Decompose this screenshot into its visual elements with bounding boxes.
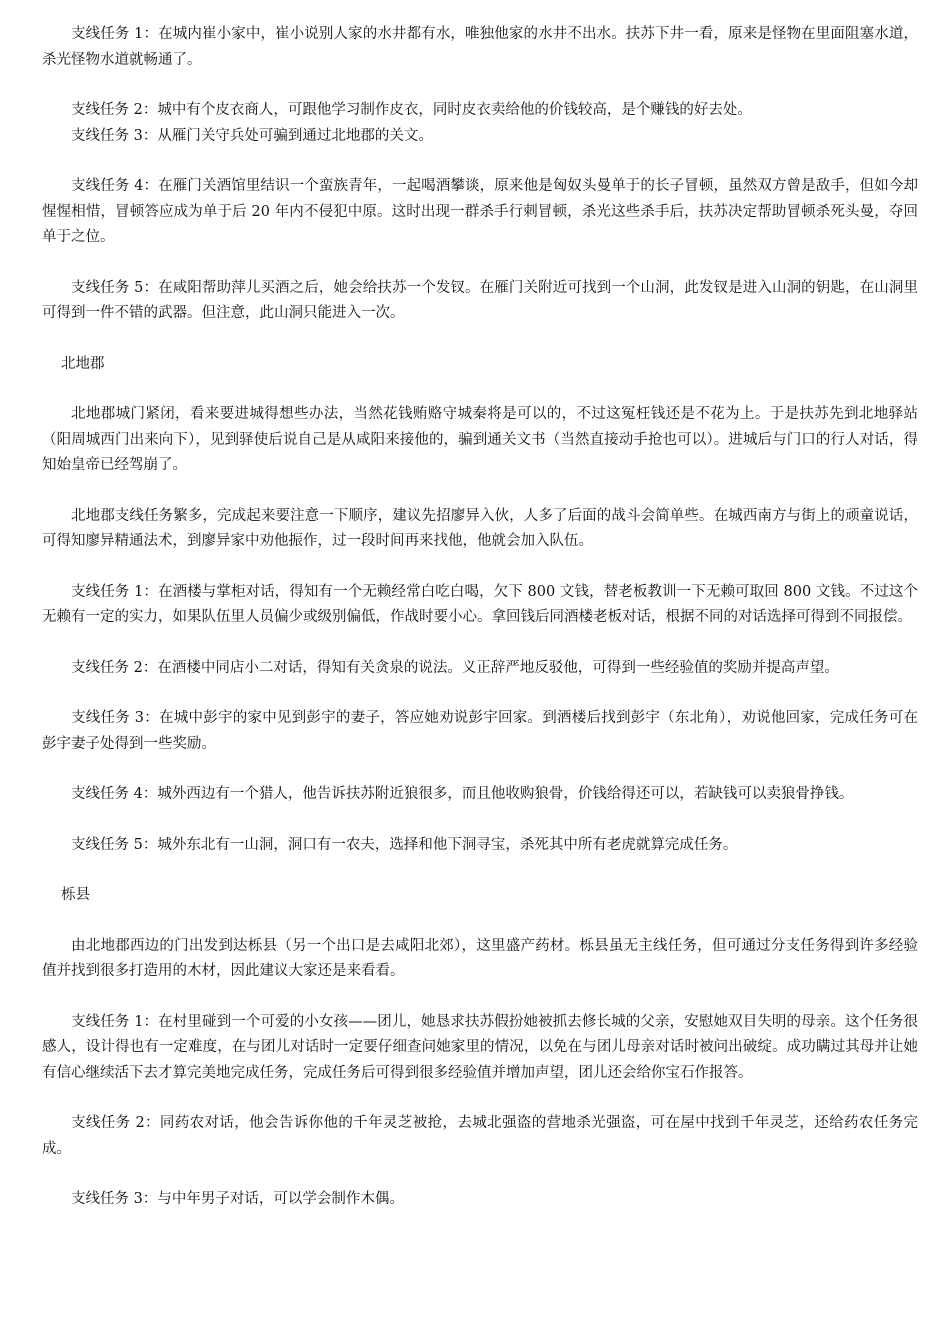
paragraph-gap — [42, 1086, 918, 1111]
quest-paragraph: 支线任务 3：与中年男子对话，可以学会制作木偶。 — [71, 1191, 404, 1207]
paragraph-gap — [42, 808, 918, 833]
paragraph-gap — [42, 73, 918, 98]
quest-paragraph: 支线任务 3：从雁门关守兵处可骗到通过北地郡的关文。 — [71, 127, 433, 144]
paragraph-gap — [42, 1162, 918, 1187]
intro-paragraph: 北地郡支线任务繁多，完成起来要注意一下顺序，建议先招廖异入伙，人多了后面的战斗会简单些。在城西南方与街上的顽童说话，可得知廖异精通法术，到廖异家中劝他振作，过一段时间再来找他，他就会加入队伍。 — [42, 507, 918, 549]
quest-paragraph: 支线任务 5：在咸阳帮助萍儿买酒之后，她会给扶苏一个发钗。在雁门关附近可找到一个山洞，此发钗是进入山洞的钥匙，在山洞里可得到一件不错的武器。但注意，此山洞只能进入一次。 — [42, 279, 918, 321]
quest-paragraph: 支线任务 1：在城内崔小家中，崔小说别人家的水井都有水，唯独他家的水井不出水。扶苏下井一看，原来是怪物在里面阻塞水道，杀光怪物水道就畅通了。 — [42, 26, 918, 68]
quest-paragraph: 支线任务 5：城外东北有一山洞，洞口有一农夫，选择和他下洞寻宝，杀死其中所有老虎就算完成任务。 — [71, 836, 738, 853]
intro-paragraph: 北地郡城门紧闭，看来要进城得想些办法，当然花钱贿赂守城秦将是可以的，不过这冤枉钱还是不花为上。于是扶苏先到北地驿站（阳周城西门出来向下），见到驿使后说自己是从咸阳来接他的，骗到通关文书（当然直接动手抢也可以）。进城后与门口的行人对话，得知始皇帝已经驾崩了。 — [42, 406, 918, 473]
intro-paragraph: 由北地郡西边的门出发到达栎县（另一个出口是去咸阳北郊），这里盛产药材。栎县虽无主线任务，但可通过分支任务得到许多经验值并找到很多打造用的木材，因此建议大家还是来看看。 — [42, 937, 918, 979]
paragraph-gap — [42, 479, 918, 504]
section-heading-beidi: 北地郡 — [61, 355, 105, 372]
paragraph-gap — [42, 251, 918, 276]
paragraph-gap — [42, 681, 918, 706]
section-heading-yuexian: 栎县 — [61, 887, 90, 903]
quest-paragraph: 支线任务 2：在酒楼中同店小二对话，得知有关贪泉的说法。义正辞严地反驳他，可得到一些经验值的奖励并提高声望。 — [71, 659, 839, 676]
document-body — [42, 22, 918, 1213]
quest-paragraph: 支线任务 2：城中有个皮衣商人，可跟他学习制作皮衣，同时皮衣卖给他的价钱较高，是个赚钱的好去处。 — [71, 102, 752, 118]
paragraph-gap — [42, 858, 918, 883]
paragraph-gap — [42, 327, 918, 352]
quest-paragraph: 支线任务 4：在雁门关酒馆里结识一个蛮族青年，一起喝酒攀谈，原来他是匈奴头曼单于的长子冒顿，虽然双方曾是敌手，但如今却惺惺相惜，冒顿答应成为单于后 20 年内不侵犯中原。这时出现一群杀手行刺冒顿，杀光这些杀手后，扶苏决定帮助冒顿杀死头曼，夺回单于之位。 — [42, 178, 918, 245]
paragraph-gap — [42, 909, 918, 934]
quest-paragraph: 支线任务 1：在村里碰到一个可爱的小女孩——团儿，她恳求扶苏假扮她被抓去修长城的父亲，安慰她双目失明的母亲。这个任务很感人，设计得也有一定难度，在与团儿对话时一定要仔细查问她家里的情况，以免在与团儿母亲对话时被问出破绽。成功瞒过其母并让她有信心继续活下去才算完美地完成任务，完成任务后可得到很多经验值并增加声望，团儿还会给你宝石作报答。 — [42, 1013, 918, 1081]
quest-paragraph: 支线任务 4：城外西边有一个猎人，他告诉扶苏附近狼很多，而且他收购狼骨，价钱给得还可以，若缺钱可以卖狼骨挣钱。 — [71, 786, 854, 802]
paragraph-gap — [42, 985, 918, 1010]
paragraph-gap — [42, 631, 918, 656]
paragraph-gap — [42, 377, 918, 402]
quest-paragraph: 支线任务 1：在酒楼与掌柜对话，得知有一个无赖经常白吃白喝，欠下 800 文钱，替老板教训一下无赖可取回 800 文钱。不过这个无赖有一定的实力，如果队伍里人员偏少或级别偏低，作战时要小心。拿回钱后同酒楼老板对话，根据不同的对话选择可得到不同报偿。 — [42, 583, 918, 625]
paragraph-gap — [42, 757, 918, 782]
paragraph-gap — [42, 555, 918, 580]
quest-paragraph: 支线任务 2：同药农对话，他会告诉你他的千年灵芝被抢，去城北强盗的营地杀光强盗，可在屋中找到千年灵芝，还给药农任务完成。 — [42, 1115, 918, 1157]
quest-paragraph: 支线任务 3：在城中彭宇的家中见到彭宇的妻子，答应她劝说彭宇回家。到酒楼后找到彭宇（东北角），劝说他回家，完成任务可在彭宇妻子处得到一些奖励。 — [42, 710, 918, 752]
paragraph-gap — [42, 149, 918, 174]
